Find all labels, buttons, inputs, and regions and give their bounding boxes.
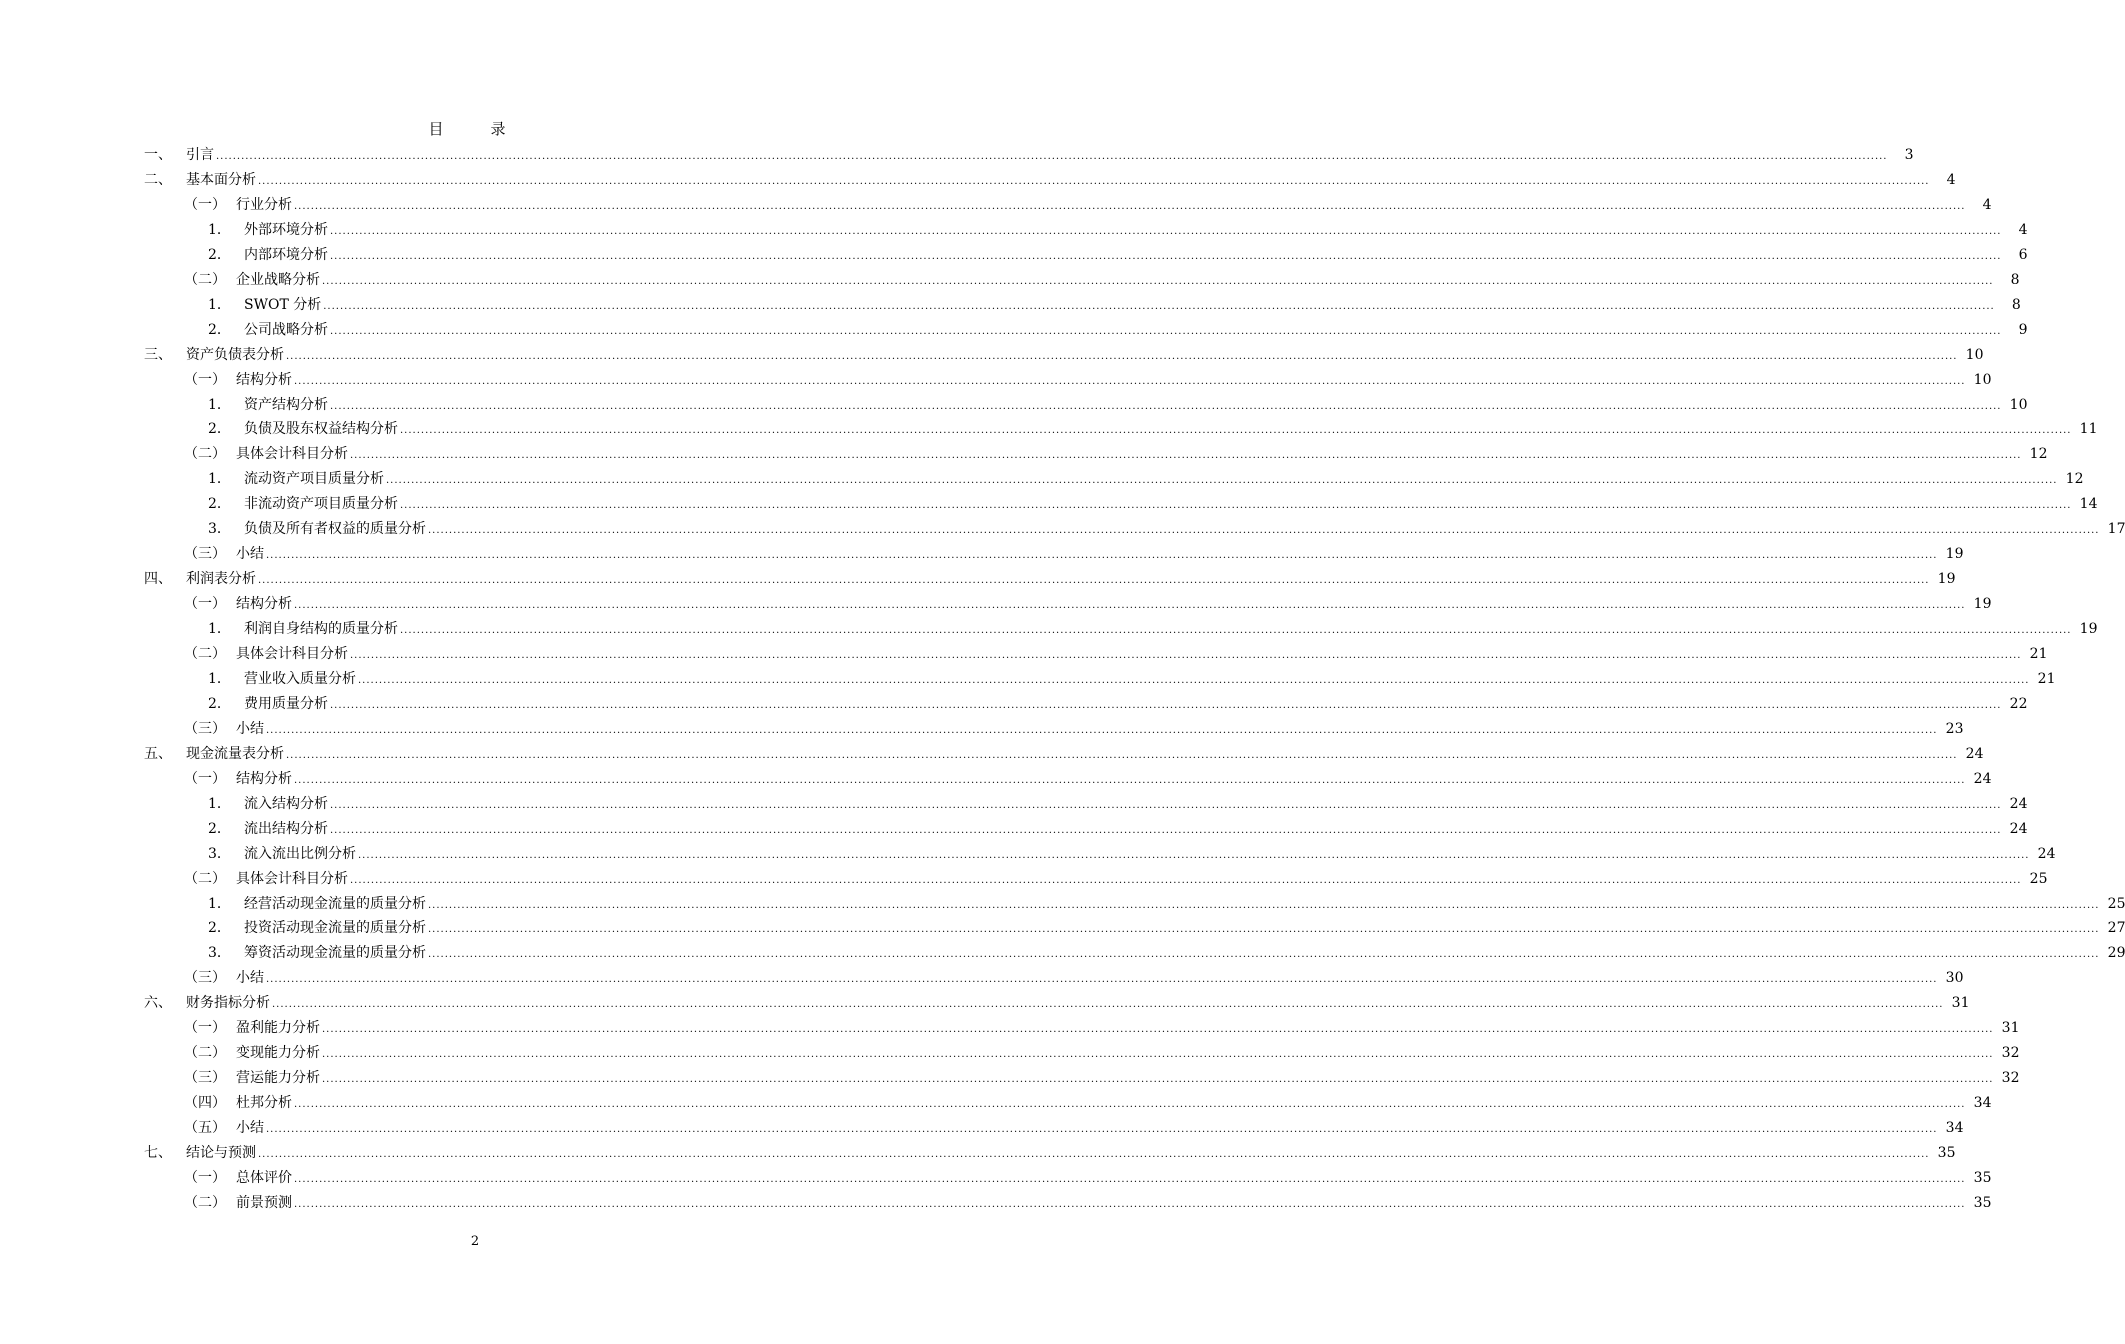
toc-entry[interactable] [184,1043,2020,1063]
toc-entry-label: 行业分析 [236,196,292,213]
toc-entry-page: 35 [1973,1194,1992,1211]
toc-entry-number: 2． [208,820,231,837]
toc-entry-label: 总体评价 [236,1169,292,1186]
toc-entry-label: 小结 [236,970,264,987]
toc-entry[interactable] [208,918,2125,938]
toc-entry[interactable] [184,1168,1992,1188]
toc-entry-label: 公司战略分析 [244,321,328,338]
dot-leader: ................................................................................................................................................................................................................................................................................................................................................................................................................ [330,699,2002,711]
toc-entry-page: 10 [1973,371,1992,388]
dot-leader: ................................................................................................................................................................................................................................................................................................................................................................................................................ [286,350,1958,362]
toc-entry[interactable] [208,494,2098,514]
toc-entry-page: 32 [2001,1070,2020,1087]
dot-leader: ................................................................................................................................................................................................................................................................................................................................................................................................................ [294,1198,1966,1210]
toc-entry-number: 2． [208,321,231,338]
toc-entry-label: 企业战略分析 [236,271,320,288]
toc-entry-label: 杜邦分析 [236,1095,292,1112]
toc-entry-label: 流动资产项目质量分析 [244,471,384,488]
toc-entry-label: 财务指标分析 [186,995,270,1012]
toc-entry-label: 盈利能力分析 [236,1020,320,1037]
toc-entry[interactable] [208,619,2098,639]
toc-entry-page: 8 [2011,296,2021,313]
toc-entry-number: （二） [184,646,226,662]
toc-entry-label: 筹资活动现金流量的质量分析 [244,945,426,962]
toc-entry[interactable] [208,469,2084,489]
toc-entry-label: 利润表分析 [186,571,256,588]
toc-entry-page: 24 [1965,745,1984,762]
toc-entry-number: 1． [208,296,231,313]
dot-leader: ................................................................................................................................................................................................................................................................................................................................................................................................................ [330,250,2002,262]
toc-entry-label: 投资活动现金流量的质量分析 [244,920,426,937]
toc-entry-label: 小结 [236,1120,264,1137]
toc-entry-page: 35 [1973,1169,1992,1186]
toc-entry[interactable] [184,644,2048,664]
toc-entry[interactable] [184,444,2048,464]
toc-entry-page: 10 [2009,396,2028,413]
toc-entry-number: 2． [208,920,231,937]
dot-leader: ................................................................................................................................................................................................................................................................................................................................................................................................................ [330,824,2002,836]
toc-entry[interactable] [184,544,1964,564]
toc-entry-label: 具体会计科目分析 [236,870,348,887]
toc-entry-number: （二） [184,1194,226,1211]
toc-entry-page: 10 [1965,346,1984,363]
toc-entry-page: 22 [2009,695,2028,712]
dot-leader: ................................................................................................................................................................................................................................................................................................................................................................................................................ [266,974,1938,986]
toc-entry-label: 负债及股东权益结构分析 [244,421,398,438]
toc-entry-label: 营运能力分析 [236,1070,320,1087]
dot-leader: ................................................................................................................................................................................................................................................................................................................................................................................................................ [330,400,2002,412]
toc-entry-page: 14 [2079,496,2098,513]
toc-entry[interactable] [208,245,2028,265]
toc-entry-number: 2． [208,421,231,438]
dot-leader: ................................................................................................................................................................................................................................................................................................................................................................................................................ [294,200,1966,212]
toc-entry-page: 31 [1951,995,1970,1012]
toc-entry-page: 19 [1973,596,1992,613]
toc-entry[interactable] [184,1193,1992,1213]
toc-entry-page: 6 [2018,246,2028,263]
toc-entry-number: （五） [184,1120,226,1137]
toc-entry-page: 12 [2029,446,2048,463]
toc-entry-label: 经营活动现金流量的质量分析 [244,895,426,912]
toc-entry-number: （一） [184,1020,226,1037]
toc-entry-page: 19 [1945,546,1964,563]
toc-entry[interactable] [144,145,1914,165]
toc-entry-page: 32 [2001,1045,2020,1062]
toc-entry[interactable] [184,195,1992,215]
toc-entry-page: 24 [2009,795,2028,812]
dot-leader: ................................................................................................................................................................................................................................................................................................................................................................................................................ [322,1074,1994,1086]
toc-entry-number: 3． [208,845,231,862]
toc-entry[interactable] [144,993,1970,1013]
toc-entry-label: 结构分析 [236,596,292,613]
toc-entry-number: 1． [208,471,231,488]
dot-leader: ................................................................................................................................................................................................................................................................................................................................................................................................................ [266,550,1938,562]
dot-leader: ................................................................................................................................................................................................................................................................................................................................................................................................................ [400,625,2072,637]
dot-leader: ................................................................................................................................................................................................................................................................................................................................................................................................................ [322,1024,1994,1036]
dot-leader: ................................................................................................................................................................................................................................................................................................................................................................................................................ [400,500,2072,512]
toc-entry[interactable] [184,719,1964,739]
toc-entry-page: 21 [2029,646,2048,662]
toc-entry[interactable] [208,395,2028,415]
dot-leader: ................................................................................................................................................................................................................................................................................................................................................................................................................ [294,1099,1966,1111]
dot-leader: ................................................................................................................................................................................................................................................................................................................................................................................................................ [216,151,1888,162]
toc-entry-page: 4 [2018,221,2028,238]
toc-entry[interactable] [208,844,2056,864]
toc-entry-page: 29 [2107,945,2125,962]
dot-leader: ................................................................................................................................................................................................................................................................................................................................................................................................................ [330,225,2002,237]
dot-leader: ................................................................................................................................................................................................................................................................................................................................................................................................................ [386,475,2058,487]
dot-leader: ................................................................................................................................................................................................................................................................................................................................................................................................................ [322,275,1994,287]
toc-entry-label: 小结 [236,546,264,563]
toc-entry-label: 费用质量分析 [244,695,328,712]
dot-leader: ................................................................................................................................................................................................................................................................................................................................................................................................................ [258,1149,1930,1160]
dot-leader: ................................................................................................................................................................................................................................................................................................................................................................................................................ [294,774,1966,786]
toc-entry[interactable] [184,1118,1964,1138]
toc-entry[interactable] [184,1093,1992,1113]
toc-entry[interactable] [208,694,2028,714]
toc-entry-page: 3 [1904,147,1914,163]
toc-entry[interactable] [144,569,1956,589]
toc-entry[interactable] [208,519,2125,539]
toc-entry-number: 3． [208,521,231,538]
toc-entry-number: （三） [184,1070,226,1087]
toc-entry-number: 1． [208,396,231,413]
toc-entry-page: 24 [2037,845,2056,862]
toc-entry-label: 利润自身结构的质量分析 [244,621,398,638]
toc-entry[interactable] [184,968,1964,988]
toc-entry[interactable] [184,769,1992,789]
toc-entry-page: 23 [1945,720,1964,737]
toc-entry-label: 非流动资产项目质量分析 [244,496,398,513]
dot-leader: ................................................................................................................................................................................................................................................................................................................................................................................................................ [428,949,2100,961]
toc-entry-label: 引言 [186,147,214,163]
toc-entry-page: 34 [1945,1120,1964,1137]
toc-entry-label: 流出结构分析 [244,820,328,837]
toc-entry-number: 2． [208,695,231,712]
toc-entry-number: （二） [184,1045,226,1062]
toc-entry-page: 25 [2029,870,2048,887]
dot-leader: ................................................................................................................................................................................................................................................................................................................................................................................................................ [358,849,2030,861]
toc-entry-label: 负债及所有者权益的质量分析 [244,521,426,538]
toc-entry-number: （三） [184,720,226,737]
toc-entry-label: 结论与预测 [186,1145,256,1161]
dot-leader: ................................................................................................................................................................................................................................................................................................................................................................................................................ [323,300,1995,312]
toc-entry-number: （二） [184,271,226,288]
toc-entry-page: 31 [2001,1020,2020,1037]
toc-entry[interactable] [208,943,2125,963]
toc-entry-page: 12 [2065,471,2084,488]
toc-entry[interactable] [184,270,2020,290]
toc-entry-label: 资产结构分析 [244,396,328,413]
toc-entry-page: 34 [1973,1095,1992,1112]
toc-entry[interactable] [184,1018,2020,1038]
toc-entry-number: （三） [184,546,226,563]
dot-leader: ................................................................................................................................................................................................................................................................................................................................................................................................................ [266,724,1938,736]
dot-leader: ................................................................................................................................................................................................................................................................................................................................................................................................................ [286,749,1958,761]
toc-entry-label: 现金流量表分析 [186,745,284,762]
toc-entry-number: （一） [184,770,226,787]
toc-entry-number: （二） [184,446,226,463]
toc-entry[interactable] [208,295,2021,315]
toc-entry-number: 1． [208,621,231,638]
dot-leader: ................................................................................................................................................................................................................................................................................................................................................................................................................ [294,1173,1966,1185]
dot-leader: ................................................................................................................................................................................................................................................................................................................................................................................................................ [428,899,2100,911]
dot-leader: ................................................................................................................................................................................................................................................................................................................................................................................................................ [350,650,2022,661]
toc-entry-page: 8 [2010,271,2020,288]
toc-entry[interactable] [208,794,2028,814]
toc-entry-page: 24 [2009,820,2028,837]
toc-entry-page: 25 [2107,895,2125,912]
toc-entry-page: 9 [2018,321,2028,338]
toc-entry-number: （三） [184,970,226,987]
toc-entry-label: 营业收入质量分析 [244,670,356,687]
toc-entry[interactable] [208,819,2028,839]
toc-entry-number: 六、 [144,995,172,1012]
dot-leader: ................................................................................................................................................................................................................................................................................................................................................................................................................ [294,600,1966,612]
dot-leader: ................................................................................................................................................................................................................................................................................................................................................................................................................ [258,175,1930,187]
toc-entry-label: 结构分析 [236,770,292,787]
toc-entry[interactable] [208,320,2028,340]
toc-title: 目 录 [428,120,522,138]
dot-leader: ................................................................................................................................................................................................................................................................................................................................................................................................................ [428,525,2100,537]
toc-entry-number: 五、 [144,745,172,762]
toc-entry-label: 外部环境分析 [244,221,328,238]
toc-entry-label: 小结 [236,720,264,737]
toc-entry-page: 4 [1946,171,1956,188]
toc-entry-label: 资产负债表分析 [186,346,284,363]
toc-entry-label: 流入流出比例分析 [244,845,356,862]
dot-leader: ................................................................................................................................................................................................................................................................................................................................................................................................................ [266,1124,1938,1136]
toc-entry-number: （四） [184,1095,226,1112]
toc-entry-number: （二） [184,870,226,887]
toc-entry-number: 四、 [144,571,172,588]
toc-entry[interactable] [208,419,2098,439]
dot-leader: ................................................................................................................................................................................................................................................................................................................................................................................................................ [350,450,2022,462]
dot-leader: ................................................................................................................................................................................................................................................................................................................................................................................................................ [358,674,2030,686]
toc-entry[interactable] [184,869,2048,889]
toc-entry-label: 流入结构分析 [244,795,328,812]
toc-entry-number: 2． [208,496,231,513]
toc-entry-label: 结构分析 [236,371,292,388]
toc-entry-page: 30 [1945,970,1964,987]
toc-entry[interactable] [184,370,1992,390]
toc-entry-number: 1． [208,795,231,812]
dot-leader: ................................................................................................................................................................................................................................................................................................................................................................................................................ [258,575,1930,587]
toc-entry-number: （一） [184,596,226,613]
toc-entry-number: 七、 [144,1145,172,1161]
dot-leader: ................................................................................................................................................................................................................................................................................................................................................................................................................ [330,325,2002,337]
dot-leader: ................................................................................................................................................................................................................................................................................................................................................................................................................ [322,1049,1994,1061]
dot-leader: ................................................................................................................................................................................................................................................................................................................................................................................................................ [294,375,1966,387]
toc-entry-label: 内部环境分析 [244,246,328,263]
toc-entry-number: 1． [208,221,231,238]
dot-leader: ................................................................................................................................................................................................................................................................................................................................................................................................................ [400,425,2072,437]
toc-entry-number: 三、 [144,346,172,363]
toc-entry[interactable] [208,220,2028,240]
dot-leader: ................................................................................................................................................................................................................................................................................................................................................................................................................ [330,799,2002,811]
toc-entry-number: （一） [184,1169,226,1186]
toc-entry[interactable] [184,594,1992,614]
toc-entry[interactable] [144,170,1956,190]
toc-entry-label: 变现能力分析 [236,1045,320,1062]
toc-entry-label: 具体会计科目分析 [236,446,348,463]
toc-entry-page: 4 [1982,196,1992,213]
toc-entry-page: 21 [2037,670,2056,687]
toc-entry-page: 35 [1937,1145,1956,1161]
toc-entry-page: 19 [1937,571,1956,588]
dot-leader: ................................................................................................................................................................................................................................................................................................................................................................................................................ [350,874,2022,886]
toc-entry-label: SWOT 分析 [244,296,322,313]
toc-entry-number: 1． [208,895,231,912]
page-number: 2 [470,1234,480,1249]
toc-entry[interactable] [208,669,2056,689]
toc-entry-number: （一） [184,196,226,213]
toc-entry[interactable] [208,894,2125,914]
toc-entry-number: 2． [208,246,231,263]
toc-entry[interactable] [144,1143,1956,1163]
toc-entry-number: （一） [184,371,226,388]
toc-entry-page: 17 [2107,521,2125,538]
toc-entry-label: 具体会计科目分析 [236,646,348,662]
toc-entry-number: 1． [208,670,231,687]
toc-entry-page: 11 [2079,421,2098,438]
toc-entry-label: 前景预测 [236,1194,292,1211]
toc-entry-number: 一、 [144,147,172,163]
toc-entry-page: 19 [2079,621,2098,638]
dot-leader: ................................................................................................................................................................................................................................................................................................................................................................................................................ [272,999,1944,1011]
toc-entry[interactable] [144,744,1984,764]
toc-entry-page: 27 [2107,920,2125,937]
toc-entry[interactable] [184,1068,2020,1088]
toc-entry[interactable] [144,345,1984,365]
toc-entry-page: 24 [1973,770,1992,787]
toc-entry-number: 3． [208,945,231,962]
toc-entry-label: 基本面分析 [186,171,256,188]
dot-leader: ................................................................................................................................................................................................................................................................................................................................................................................................................ [428,924,2100,936]
toc-entry-number: 二、 [144,171,172,188]
